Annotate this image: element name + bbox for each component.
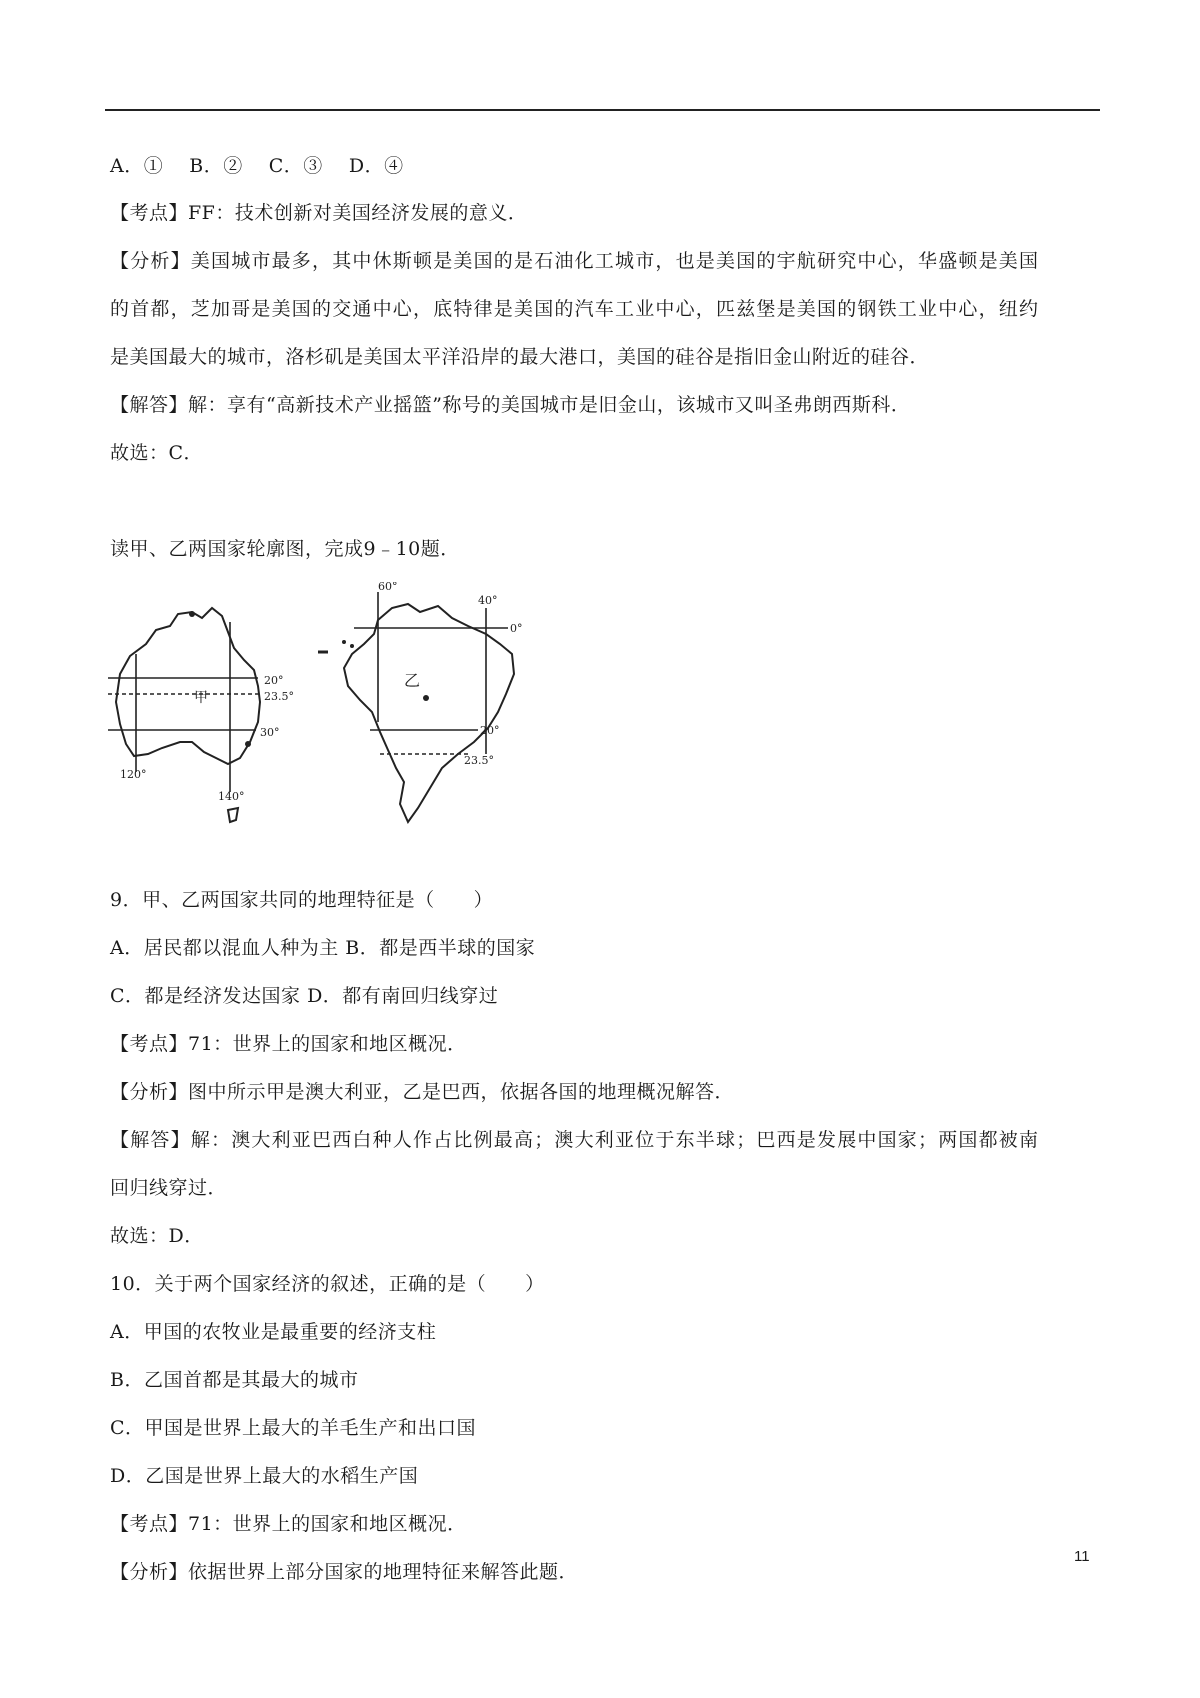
- aus-lon-120-label: 120°: [120, 768, 147, 781]
- brazil-outline: [344, 592, 514, 822]
- aus-lon-140-label: 140°: [218, 790, 245, 803]
- q8-jieda: 【解答】解：享有“高新技术产业摇篮”称号的美国城市是旧金山，该城市又叫圣弗朗西斯科．: [110, 394, 911, 416]
- australia-label: 甲: [194, 690, 208, 706]
- aus-lat-23-label: 23.5°: [264, 690, 294, 703]
- q10-option-c: C．甲国是世界上最大的羊毛生产和出口国: [110, 1417, 477, 1439]
- q8-answer: 故选：C．: [110, 442, 204, 464]
- page-number: 11: [1074, 1548, 1090, 1565]
- q9-stem: 9．甲、乙两国家共同的地理特征是（ ）: [110, 889, 494, 911]
- brazil-label: 乙: [404, 671, 421, 690]
- q8-kaodian: 【考点】FF：技术创新对美国经济发展的意义．: [110, 202, 528, 224]
- q10-kaodian: 【考点】71：世界上的国家和地区概况．: [110, 1513, 467, 1535]
- q9-jieda-line1: 【解答】解：澳大利亚巴西白种人作占比例最高；澳大利亚位于东半球；巴西是发展中国家；两国都被南: [110, 1129, 1040, 1151]
- bra-lat-0-label: 0°: [510, 622, 523, 635]
- q10-option-b: B．乙国首都是其最大的城市: [110, 1369, 359, 1391]
- header-rule: [105, 109, 1100, 111]
- bra-lon-40-label: 40°: [478, 594, 498, 607]
- q8-fenxi-line2: 的首都，芝加哥是美国的交通中心，底特律是美国的汽车工业中心，匹兹堡是美国的钢铁工业中心，纽约: [110, 298, 1040, 320]
- q9-answer: 故选：D．: [110, 1225, 204, 1247]
- q8-options: A．① B．② C．③ D．④: [110, 155, 404, 177]
- q10-stem: 10．关于两个国家经济的叙述，正确的是（ ）: [110, 1273, 545, 1295]
- q10-option-a: A．甲国的农牧业是最重要的经济支柱: [110, 1321, 437, 1343]
- q9-jieda-line2: 回归线穿过．: [110, 1177, 228, 1199]
- q8-fenxi-line1: 【分析】美国城市最多，其中休斯顿是美国的是石油化工城市，也是美国的宇航研究中心，华盛顿是美国: [110, 250, 1040, 272]
- section-intro: 读甲、乙两国家轮廓图，完成9﹣10题．: [110, 538, 460, 560]
- country-outline-map: [108, 582, 568, 840]
- q9-fenxi: 【分析】图中所示甲是澳大利亚，乙是巴西，依据各国的地理概况解答．: [110, 1081, 735, 1103]
- aus-lat-30-label: 30°: [260, 726, 280, 739]
- q10-option-d: D．乙国是世界上最大的水稻生产国: [110, 1465, 419, 1487]
- aus-lat-20-label: 20°: [264, 674, 284, 687]
- q9-options-cd: C．都是经济发达国家 D．都有南回归线穿过: [110, 985, 499, 1007]
- q10-fenxi: 【分析】依据世界上部分国家的地理特征来解答此题．: [110, 1561, 579, 1583]
- bra-lat-20-label: 20°: [480, 724, 500, 737]
- bra-lat-23-label: 23.5°: [464, 754, 494, 767]
- q9-kaodian: 【考点】71：世界上的国家和地区概况．: [110, 1033, 467, 1055]
- q8-fenxi-line3: 是美国最大的城市，洛杉矶是美国太平洋沿岸的最大港口，美国的硅谷是指旧金山附近的硅谷．: [110, 346, 930, 368]
- bra-lon-60-label: 60°: [378, 582, 398, 593]
- country-outline-figure: [108, 582, 568, 840]
- q9-options-ab: A．居民都以混血人种为主 B．都是西半球的国家: [110, 937, 536, 959]
